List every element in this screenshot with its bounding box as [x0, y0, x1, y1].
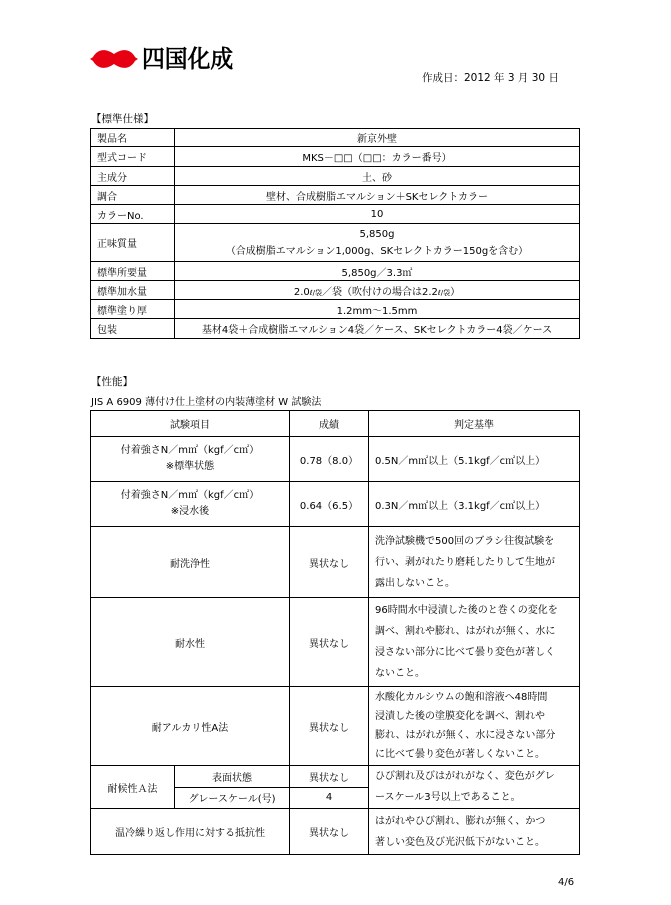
test-item: [91, 437, 290, 482]
spec-key: 標準塗り厚: [91, 300, 175, 319]
criteria-line: 96時間水中浸漬した後のと巻くの変化を: [375, 605, 558, 616]
criteria-line: ースケール3号以上であること。: [375, 792, 521, 803]
criteria-line: ないこと。: [375, 668, 425, 679]
spec-value: MKS－□□（□□：カラー番号）: [175, 147, 580, 167]
page-number: 4/6: [558, 877, 575, 888]
test-item-name: 付着強さN／m㎡（kgf／c㎡）: [120, 490, 260, 501]
closing-paren: ）: [450, 286, 461, 298]
test-result: 4: [290, 787, 369, 809]
criteria-line: 行い、剥がれたり磨耗したりして生地が: [375, 556, 555, 568]
spec-value: 5,850g／3.3㎡: [175, 262, 580, 281]
unit-label: ℓ/袋: [437, 288, 451, 297]
spec-key: 型式コード: [91, 147, 175, 167]
header-result: 成績: [290, 411, 369, 437]
criteria-line: 膨れ、はがれが無く、水に浸さない部分: [375, 730, 556, 741]
water-amount: 2.0: [293, 286, 310, 298]
table-row: [91, 527, 580, 598]
test-result: 0.78（8.0）: [290, 437, 369, 482]
test-item: 温冷繰り返し作用に対する抵抗性: [91, 809, 290, 855]
table-row: [91, 281, 580, 300]
spec-key: 包装: [91, 319, 175, 339]
test-result: 異状なし: [290, 527, 369, 598]
logo-mark-icon: [90, 44, 138, 74]
spec-key: 主成分: [91, 167, 175, 186]
spec-value: [175, 281, 580, 300]
test-item: [91, 482, 290, 527]
header-criteria: 判定基準: [369, 411, 580, 437]
test-result: 0.64（6.5）: [290, 482, 369, 527]
performance-table: [90, 410, 580, 855]
table-row: [91, 809, 580, 855]
test-item-condition: ※浸水後: [170, 506, 210, 517]
test-item: 耐候性Ａ法: [91, 766, 175, 809]
table-row: [91, 687, 580, 766]
net-mass-note: （合成樹脂エマルション1,000g、SKセレクトカラー150gを含む）: [225, 245, 529, 257]
table-row: [91, 167, 580, 186]
criteria-line: 露出しないこと。: [375, 577, 455, 589]
brand-logo: [90, 44, 238, 74]
unit-label: ℓ/袋: [309, 288, 322, 297]
table-row: [91, 224, 580, 262]
criteria-line: 水酸化カルシウムの飽和溶液へ48時間: [375, 692, 548, 703]
spec-value: 基材4袋＋合成樹脂エマルション4袋／ケース、SKセレクトカラー4袋／ケース: [175, 319, 580, 339]
sub-item: グレースケール(号): [175, 787, 290, 809]
brand-text: 四国化成: [142, 45, 234, 73]
spec-key: カラーNo.: [91, 205, 175, 224]
spec-value: 新京外壁: [175, 129, 580, 147]
test-criteria: [369, 809, 580, 855]
spec-key: 製品名: [91, 129, 175, 147]
creation-date: 作成日：2012 年 3 月 30 日: [422, 72, 559, 84]
table-row: [91, 319, 580, 339]
table-row: [91, 766, 580, 788]
jis-standard-line: JIS A 6909 薄付け仕上塗材の内装薄塗材 W 試験法: [91, 397, 322, 408]
table-header-row: [91, 411, 580, 437]
header-test-item: 試験項目: [91, 411, 290, 437]
sub-item: 表面状態: [175, 766, 290, 788]
table-row: [91, 186, 580, 205]
test-result: 異状なし: [290, 598, 369, 687]
criteria-line: 著しい変色及び光沢低下がないこと。: [375, 836, 545, 848]
spec-value: 土、砂: [175, 167, 580, 186]
table-row: [91, 205, 580, 224]
test-item-name: 付着強さN／m㎡（kgf／c㎡）: [120, 445, 260, 456]
spec-key: 標準所要量: [91, 262, 175, 281]
table-row: [91, 147, 580, 167]
test-result: 異状なし: [290, 687, 369, 766]
test-result: 異状なし: [290, 766, 369, 788]
table-row: [91, 300, 580, 319]
criteria-line: はがれやひび割れ、膨れが無く、かつ: [375, 815, 546, 827]
test-result: 異状なし: [290, 809, 369, 855]
test-criteria: 0.5N／m㎡以上（5.1kgf／c㎡以上）: [369, 437, 580, 482]
spec-key: 標準加水量: [91, 281, 175, 300]
criteria-line: 浸漬した後の塗膜変化を調べ、割れや: [375, 711, 545, 722]
test-criteria: [369, 527, 580, 598]
table-row: [91, 482, 580, 527]
table-row: [91, 437, 580, 482]
criteria-line: 調べ、割れや膨れ、はがれが無く、水に: [375, 626, 556, 637]
test-criteria: 0.3N／m㎡以上（3.1kgf／c㎡以上）: [369, 482, 580, 527]
test-item: 耐水性: [91, 598, 290, 687]
test-criteria: [369, 766, 580, 809]
criteria-line: に比べて曇り変色が著しくないこと。: [375, 749, 545, 760]
test-item-condition: ※標準状態: [165, 461, 215, 472]
table-row: [91, 129, 580, 147]
test-criteria: [369, 598, 580, 687]
spec-value: [175, 224, 580, 262]
criteria-line: 洗浄試験機で500回のブラシ往復試験を: [375, 535, 555, 547]
criteria-line: ひび割れ及びはがれがなく、変色がグレ: [375, 771, 555, 782]
performance-title: 【性能】: [91, 376, 133, 388]
spec-value: 1.2mm～1.5mm: [175, 300, 580, 319]
spec-value: 10: [175, 205, 580, 224]
criteria-line: 浸さない部分に比べて曇り変色が著しく: [375, 647, 555, 658]
net-mass: 5,850g: [359, 228, 395, 240]
standard-spec-table: [90, 128, 580, 339]
table-row: [91, 262, 580, 281]
standard-spec-title: 【標準仕様】: [91, 113, 154, 125]
test-item: 耐洗浄性: [91, 527, 290, 598]
test-item: 耐アルカリ性A法: [91, 687, 290, 766]
spec-key: 正味質量: [91, 224, 175, 262]
spec-value: 壁材、合成樹脂エマルション＋SKセレクトカラー: [175, 186, 580, 205]
spec-key: 調合: [91, 186, 175, 205]
table-row: [91, 598, 580, 687]
water-amount-note: ／袋（吹付けの場合は2.2: [322, 286, 438, 298]
test-criteria: [369, 687, 580, 766]
